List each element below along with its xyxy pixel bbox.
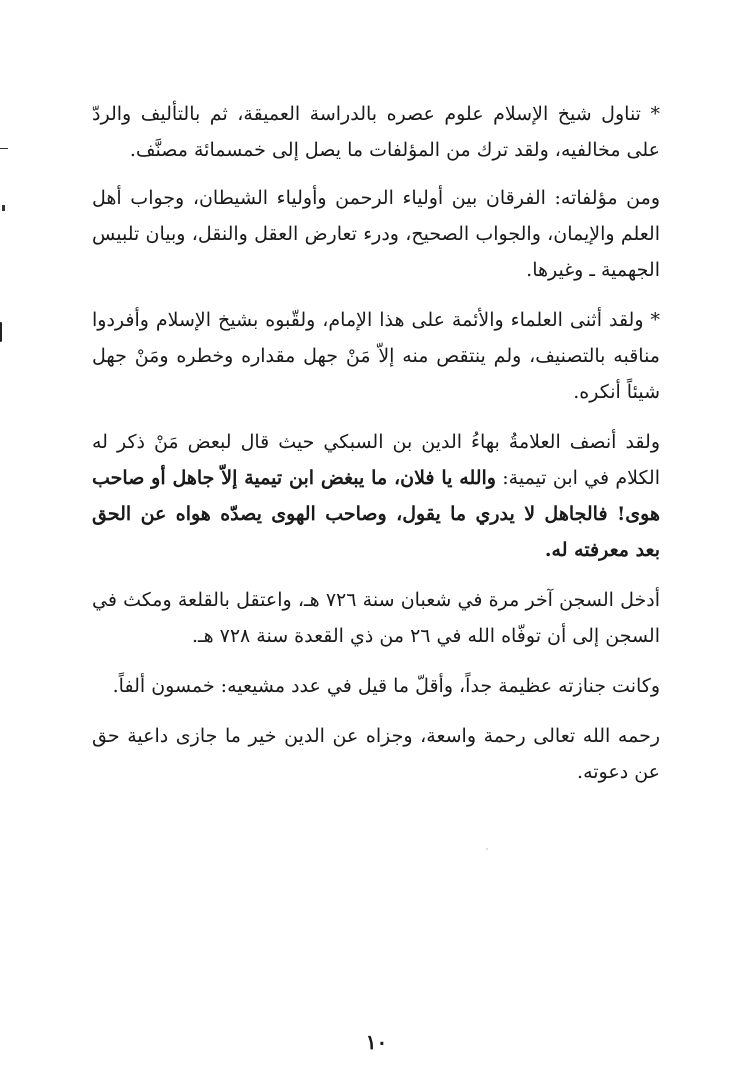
page-body (92, 96, 660, 804)
quote-bold-text: والله يا فلان، ما يبغض ابن تيمية إلاّ جاهل أو صاحب هوى! فالجاهل لا يدري ما يقول، وصاحب الهوى يصدّه هواه عن الحق بعد معرفته له. (92, 467, 660, 561)
paragraph-writings-list: ومن مؤلفاته: الفرقان بين أولياء الرحمن وأولياء الشيطان، وجواب أهل العلم والإيمان، والجواب الصحيح، ودرء تعارض العقل والنقل، وبيان تلبيس الجهمية ـ وغيرها. (92, 187, 660, 281)
margin-bracket-mark (0, 322, 5, 342)
page-number: ١٠ (365, 1030, 388, 1054)
quote-intro-text: ولقد أنصف العلامةُ بهاءُ الدين بن السبكي حيث قال لبعض مَنْ ذكر له الكلام في ابن تيمية: (92, 431, 660, 489)
margin-dot-mark (2, 205, 5, 211)
paragraph-imprisonment: أدخل السجن آخر مرة في شعبان سنة ٧٢٦ هـ، واعتقل بالقلعة ومكث في السجن إلى أن توفّاه الله في ٢٦ من ذي القعدة سنة ٧٢٨ هـ. (92, 589, 661, 647)
paragraph-prayer: رحمه الله تعالى رحمة واسعة، وجزاه عن الدين خير ما جازى داعية حق عن دعوته. (92, 725, 660, 783)
paragraph-funeral: وكانت جنازته عظيمة جداً، وأقلّ ما قيل في عدد مشيعيه: خمسون ألفاً. (112, 675, 660, 697)
margin-dash-mark (0, 148, 8, 149)
paragraph-subki-quote (92, 424, 660, 568)
scan-speck (486, 848, 488, 850)
paragraph-writings-overview: * تناول شيخ الإسلام علوم عصره بالدراسة العميقة، ثم بالتأليف والردّ على مخالفيه، ولقد ترك من المؤلفات ما يصل إلى خمسمائة مصنَّف. (92, 103, 660, 161)
paragraph-scholars-praise: * ولقد أثنى العلماء والأئمة على هذا الإمام، ولقّبوه بشيخ الإسلام وأفردوا مناقبه بالتصنيف، ولم ينتقص منه إلاّ مَنْ جهل مقداره وخطره ومَنْ جهل شيئاً أنكره. (92, 309, 660, 403)
